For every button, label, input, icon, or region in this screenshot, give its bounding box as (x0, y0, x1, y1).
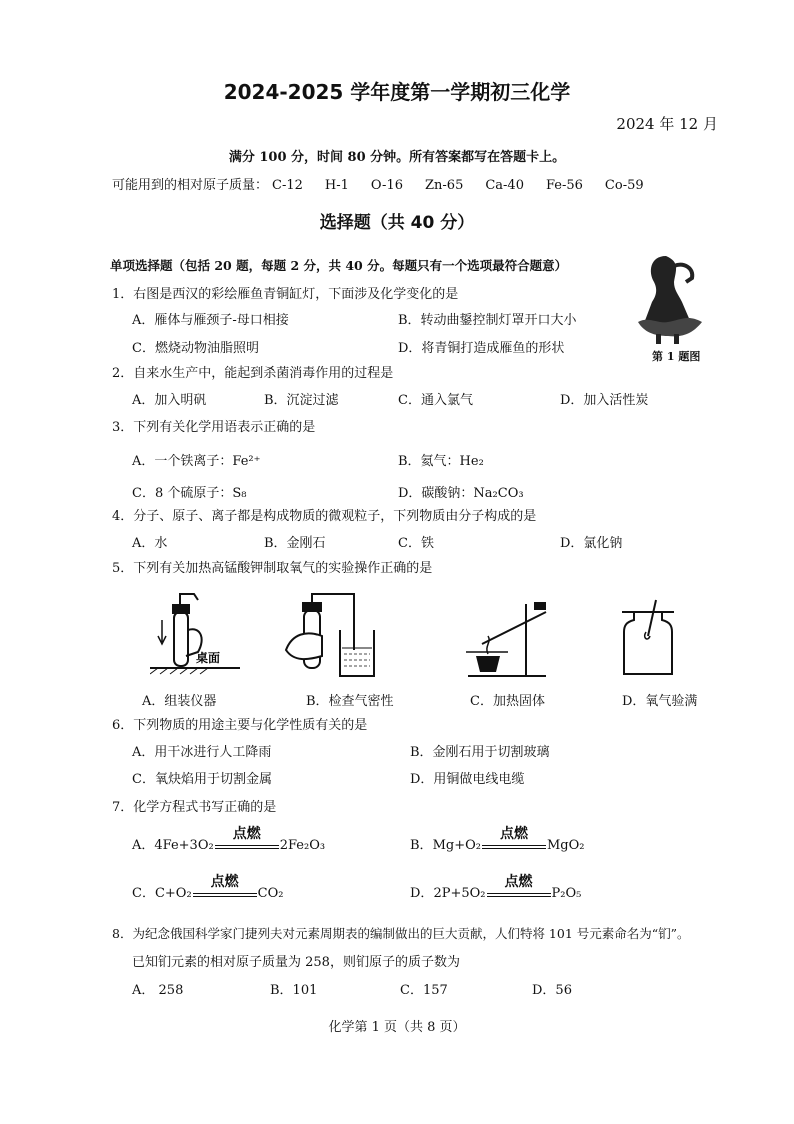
option-2a: A．加入明矾 (132, 393, 207, 408)
option-5a: A．组装仪器 (142, 694, 217, 709)
option-4c: C．铁 (398, 536, 434, 551)
option-4b: B．金刚石 (264, 536, 326, 551)
option-6d: D．用铜做电线电缆 (410, 772, 525, 787)
condition-mark (482, 825, 546, 853)
condition-label: 点燃 (499, 825, 528, 842)
option-label: D． (410, 886, 434, 901)
option-6b: B．金刚石用于切割玻璃 (410, 745, 550, 760)
atom-mass: Fe-56 (545, 178, 583, 193)
option-5c: C．加热固体 (470, 694, 545, 709)
reactants: Mg+O₂ (432, 838, 481, 853)
condition-mark (487, 873, 551, 901)
option-5d: D．氧气验满 (622, 694, 698, 709)
exam-date: 2024 年 12 月 (616, 115, 718, 133)
option-6a: A．用干冰进行人工降雨 (132, 745, 272, 760)
atom-mass: Ca-40 (485, 178, 524, 193)
heating-solid-figure (462, 592, 562, 682)
question-5: 5．下列有关加热高锰酸钾制取氧气的实验操作正确的是 (112, 561, 433, 576)
option-3c: C．8 个硫原子：S₈ (132, 486, 247, 501)
goose-fish-lamp-figure (628, 252, 708, 348)
question-8: 8．为纪念俄国科学家门捷列夫对元素周期表的编制做出的巨大贡献，人们特将 101 号元素命名为“钔”。 (112, 926, 690, 941)
option-label: C． (132, 886, 155, 901)
apparatus-assemble-figure (150, 590, 240, 680)
condition-mark (193, 873, 257, 901)
atom-mass: Co-59 (604, 178, 644, 193)
option-8b: B．101 (270, 983, 318, 998)
question-6: 6．下列物质的用途主要与化学性质有关的是 (112, 718, 368, 733)
option-3b: B．氦气：He₂ (398, 454, 484, 469)
products: MgO₂ (546, 838, 585, 853)
option-2c: C．通入氯气 (398, 393, 473, 408)
products: P₂O₅ (551, 886, 582, 901)
equation-7b (410, 825, 585, 853)
condition-mark (215, 825, 279, 853)
reactants: 2P+5O₂ (433, 886, 486, 901)
option-5b: B．检查气密性 (306, 694, 394, 709)
condition-label: 点燃 (210, 873, 239, 890)
products: CO₂ (257, 886, 284, 901)
condition-label: 点燃 (232, 825, 261, 842)
atom-mass: C-12 (272, 178, 303, 193)
exam-notice: 满分 100 分，时间 80 分钟。所有答案都写在答题卡上。 (228, 150, 566, 165)
option-8c: C．157 (400, 983, 448, 998)
question-8-continued: 已知钔元素的相对原子质量为 258，则钔原子的质子数为 (132, 955, 460, 970)
reactants: 4Fe+3O₂ (154, 838, 214, 853)
page-title: 2024-2025 学年度第一学期初三化学 (223, 80, 571, 104)
equation-7a (132, 825, 326, 853)
condition-label: 点燃 (504, 873, 533, 890)
oxygen-full-test-figure (618, 596, 678, 680)
question-7: 7．化学方程式书写正确的是 (112, 800, 277, 815)
question-4: 4．分子、原子、离子都是构成物质的微观粒子，下列物质由分子构成的是 (112, 509, 537, 524)
section-instruction: 单项选择题（包括 20 题，每题 2 分，共 40 分。每题只有一个选项最符合题意） (110, 258, 568, 273)
question-1: 1．右图是西汉的彩绘雁鱼青铜缸灯，下面涉及化学变化的是 (112, 287, 459, 302)
option-label: B． (410, 838, 433, 853)
question-2: 2．自来水生产中，能起到杀菌消毒作用的过程是 (112, 366, 394, 381)
atom-mass: Zn-65 (425, 178, 464, 193)
option-2d: D．加入活性炭 (560, 393, 649, 408)
equation-7d (410, 873, 582, 901)
equation-7c (132, 873, 284, 901)
question-3: 3．下列有关化学用语表示正确的是 (112, 420, 316, 435)
option-8a: A． 258 (132, 983, 184, 998)
option-6c: C．氧炔焰用于切割金属 (132, 772, 272, 787)
option-8d: D．56 (532, 983, 572, 998)
products: 2Fe₂O₃ (279, 838, 326, 853)
page-footer: 化学第 1 页（共 8 页） (328, 1020, 466, 1035)
option-label: A． (132, 838, 155, 853)
option-1c: C．燃烧动物油脂照明 (132, 341, 259, 356)
option-1b: B．转动曲鋬控制灯罩开口大小 (398, 313, 577, 328)
atomic-masses (112, 174, 666, 193)
atom-mass: O-16 (370, 178, 403, 193)
figure-caption: 第 1 题图 (652, 350, 701, 363)
atom-mass: H-1 (324, 178, 349, 193)
section-title: 选择题（共 40 分） (319, 213, 475, 233)
option-3d: D．碳酸钠：Na₂CO₃ (398, 486, 524, 501)
option-4a: A．水 (132, 536, 168, 551)
option-2b: B．沉淀过滤 (264, 393, 339, 408)
option-1a: A．雁体与雁颈子-母口相接 (132, 313, 289, 328)
table-label: 桌面 (196, 651, 221, 665)
option-4d: D．氯化钠 (560, 536, 623, 551)
option-1d: D．将青铜打造成雁鱼的形状 (398, 341, 565, 356)
atoms-label: 可能用到的相对原子质量： (112, 178, 269, 193)
reactants: C+O₂ (154, 886, 192, 901)
airtightness-check-figure (282, 590, 382, 682)
option-3a: A．一个铁离子：Fe²⁺ (132, 454, 261, 469)
